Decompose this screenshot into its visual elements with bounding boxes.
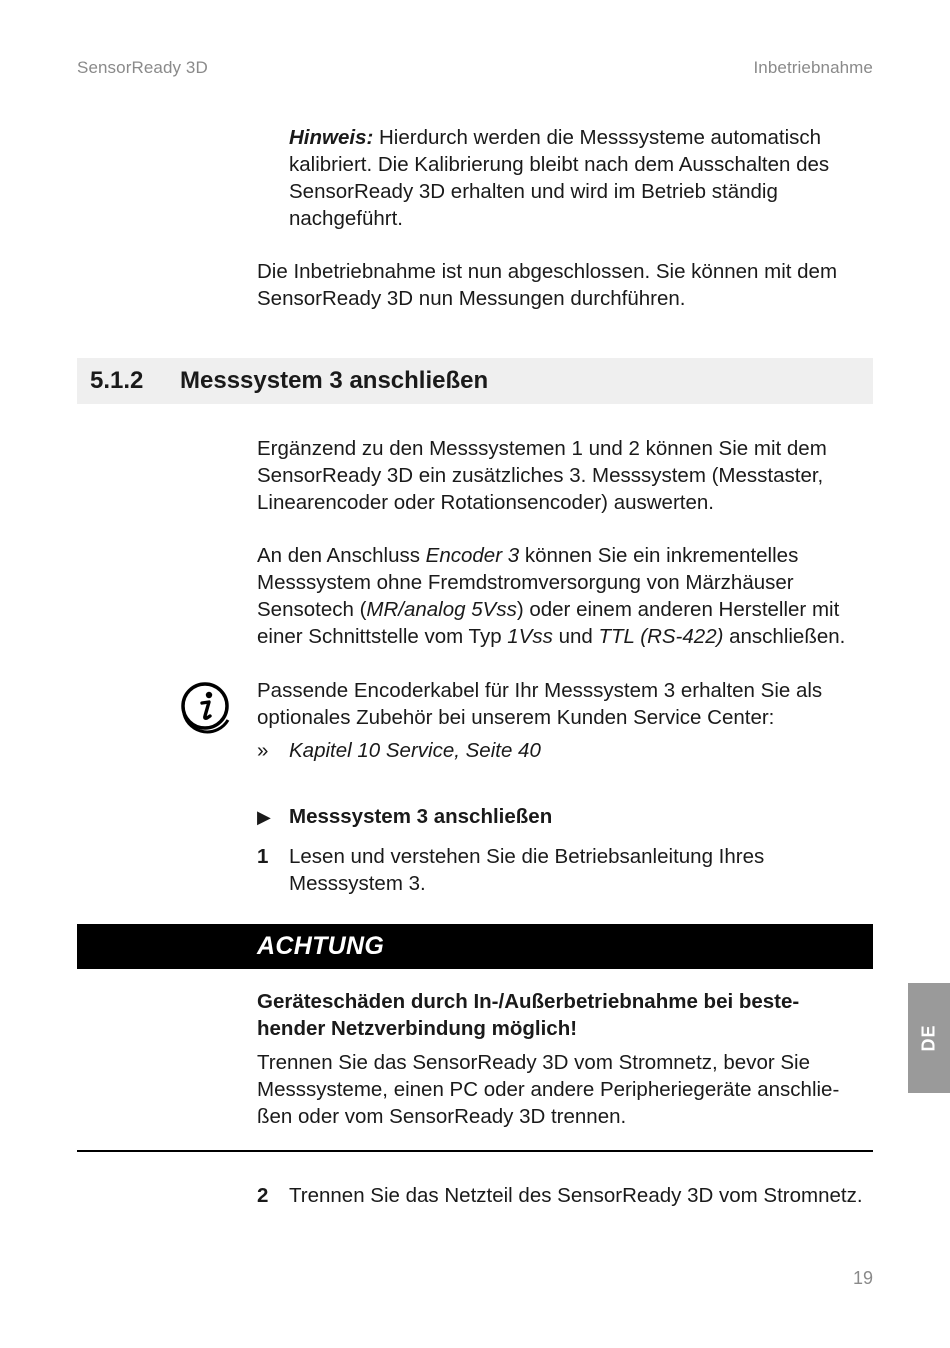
step-text: Lesen und verstehen Sie die Betriebsanleitung Ihres Messsystem 3. bbox=[289, 845, 765, 895]
note-paragraph bbox=[289, 124, 873, 232]
procedure-heading bbox=[257, 803, 873, 831]
connection-text-5: anschließen. bbox=[723, 625, 846, 648]
xref-link[interactable]: Kapitel 10 Service, Seite 40 bbox=[289, 739, 541, 762]
connection-interface-1vss: 1Vss bbox=[507, 625, 553, 648]
connection-text-2: können Sie ein inkrementelles Messsystem ohne Fremdstromversorgung von Märzhäuser Sensotech ( bbox=[257, 544, 799, 621]
connection-text-4: und bbox=[552, 625, 599, 648]
page-number: 19 bbox=[852, 1268, 873, 1288]
note-label: Hinweis: bbox=[289, 126, 374, 149]
warning-body: Trennen Sie das SensorReady 3D vom Stromnetz, bevor Sie Messsysteme, einen PC oder andere Peripheriegeräte anschlie-ßen oder vom SensorReady 3D trennen. bbox=[257, 1051, 840, 1128]
step-item bbox=[257, 843, 873, 897]
connection-paragraph bbox=[257, 542, 873, 650]
connection-text-3: ) oder einem anderen Hersteller mit einer Schnittstelle vom Typ bbox=[257, 598, 840, 648]
section-number: 5.1.2 bbox=[90, 367, 144, 394]
step-item bbox=[257, 1182, 873, 1209]
step-number: 1 bbox=[257, 845, 269, 868]
step-text: Trennen Sie das Netzteil des SensorReady 3D vom Stromnetz. bbox=[289, 1184, 863, 1207]
warning-heading: Geräteschäden durch In-/Außerbetriebnahme bei beste-hender Netzverbindung möglich! bbox=[257, 990, 800, 1040]
connection-interface-ttl: TTL (RS-422) bbox=[598, 625, 724, 648]
warning-end-rule bbox=[77, 1150, 873, 1152]
warning-label: ACHTUNG bbox=[257, 932, 385, 960]
note-text: Hierdurch werden die Messsysteme automatisch kalibriert. Die Kalibrierung bleibt nach dem Ausschalten des SensorReady 3D erhalten und wird im Betrieb ständig nachgeführt. bbox=[289, 126, 830, 230]
running-header-product: SensorReady 3D bbox=[77, 58, 208, 77]
language-tab bbox=[908, 983, 950, 1093]
xref-marker: » bbox=[257, 739, 269, 762]
connection-signal-type: MR/analog 5Vss bbox=[366, 598, 517, 621]
step-number: 2 bbox=[257, 1184, 269, 1207]
info-paragraph: Passende Encoderkabel für Ihr Messsystem 3 erhalten Sie als optionales Zubehör bei unserem Kunden Service Center: bbox=[257, 679, 823, 729]
connection-encoder-port: Encoder 3 bbox=[425, 544, 520, 567]
warning-banner bbox=[77, 924, 873, 969]
running-header-chapter: Inbetriebnahme bbox=[753, 58, 873, 77]
triangle-right-icon: ▶ bbox=[257, 807, 271, 827]
language-tab-label: DE bbox=[918, 1024, 939, 1052]
section-title: Messsystem 3 anschließen bbox=[180, 367, 489, 394]
info-icon bbox=[178, 680, 234, 736]
section-heading bbox=[77, 358, 873, 404]
conclusion-paragraph: Die Inbetriebnahme ist nun abgeschlossen. Sie können mit dem SensorReady 3D nun Messungen durchführen. bbox=[257, 260, 838, 310]
cross-reference[interactable] bbox=[257, 737, 873, 764]
procedure-title: Messsystem 3 anschließen bbox=[289, 805, 553, 828]
intro-paragraph: Ergänzend zu den Messsystemen 1 und 2 können Sie mit dem SensorReady 3D ein zusätzliches 3. Messsystem (Messtaster, Linearencoder oder Rotationsencoder) auswerten. bbox=[257, 437, 827, 514]
connection-text-1: An den Anschluss bbox=[257, 544, 426, 567]
